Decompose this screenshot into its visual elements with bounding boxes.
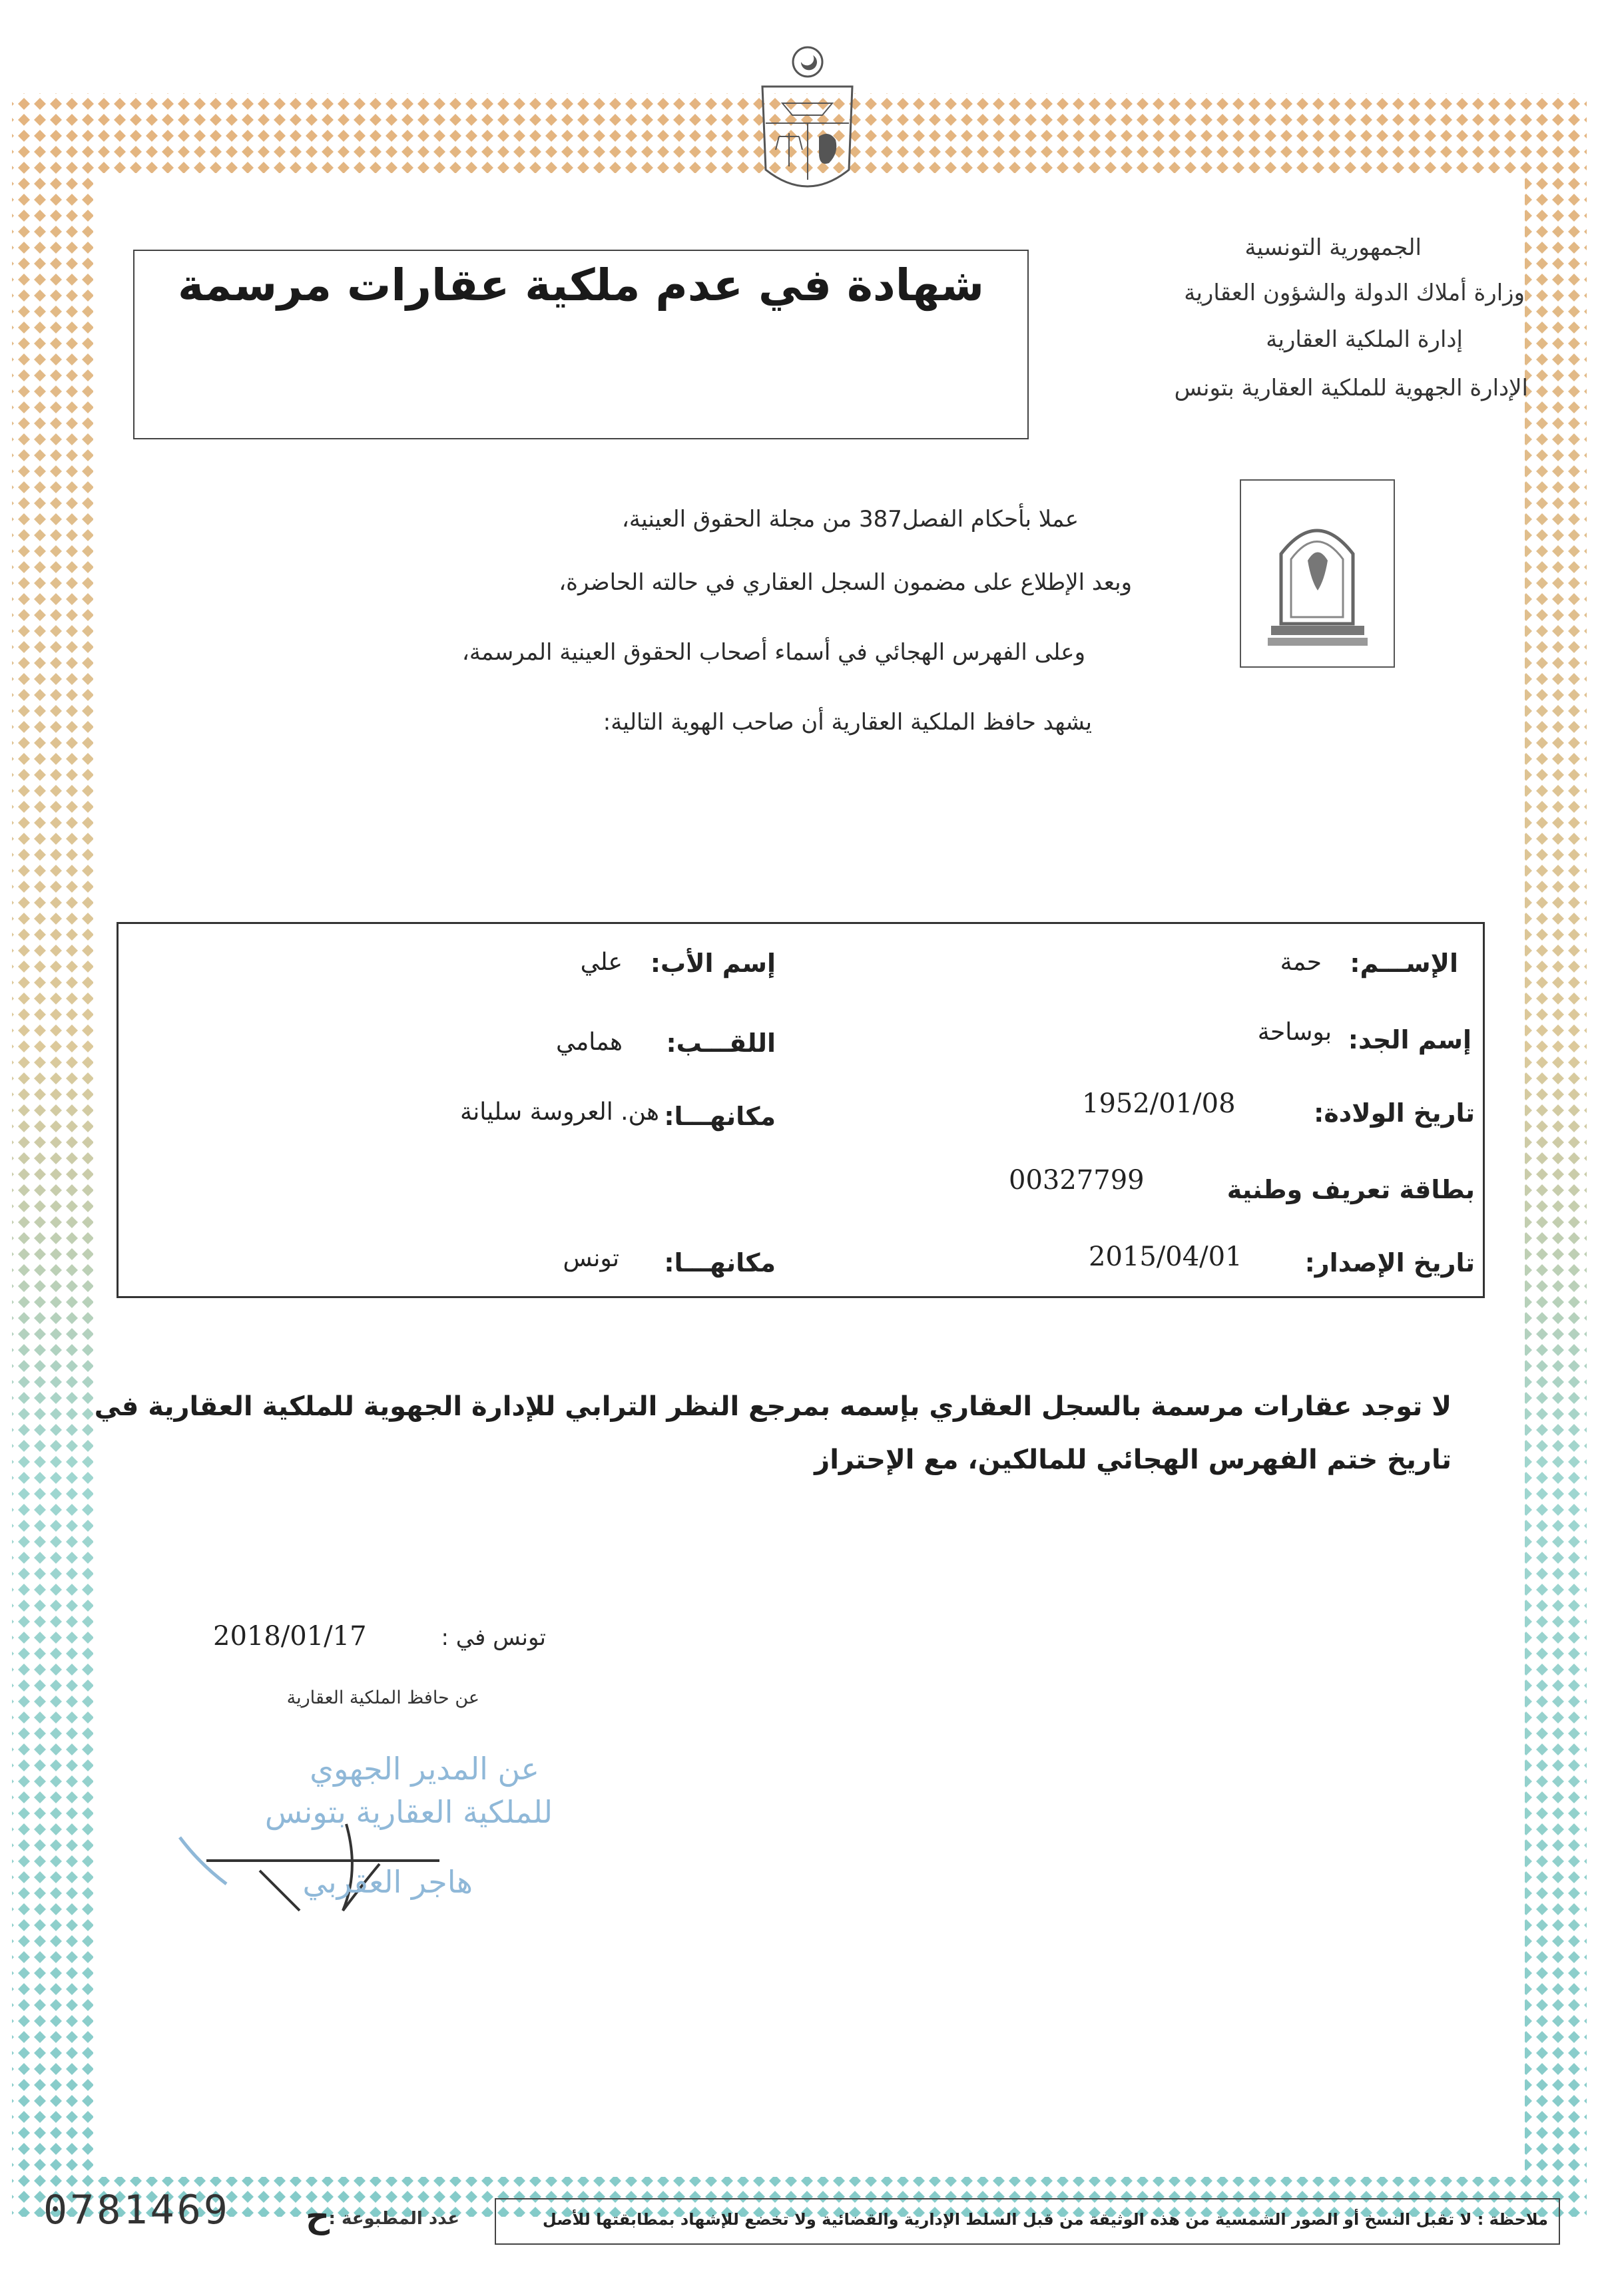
signature-stamp-line-2: للملكية العقارية بتونس	[264, 1794, 553, 1830]
header-regional-office: الإدارة الجهوية للملكية العقارية بتونس	[1174, 375, 1528, 401]
issue-place-value: تونس	[563, 1245, 619, 1272]
birthplace-value: هن. العروسة سليانة	[459, 1098, 659, 1126]
serial-number: 0781469	[43, 2187, 230, 2233]
issue-place-label: مكانهـــا:	[664, 1248, 776, 1277]
printed-count-letter: ح	[305, 2197, 330, 2235]
grandfather-name-label: إسم الجد:	[1348, 1025, 1471, 1054]
father-name-label: إسم الأب:	[650, 949, 776, 978]
property-logo-box	[1240, 479, 1395, 668]
statement-line-1: لا توجد عقارات مرسمة بالسجل العقاري بإسمه بمرجع النظر الترابي للإدارة الجهوية للملكية العقارية في	[94, 1391, 1452, 1422]
header-directorate: إدارة الملكية العقارية	[1266, 326, 1463, 353]
intro-register-review: وبعد الإطلاع على مضمون السجل العقاري في حالته الحاضرة،	[559, 569, 1132, 596]
coat-of-arms-emblem	[749, 37, 866, 206]
surname-label: اللقـــب:	[666, 1029, 776, 1058]
grandfather-name-value: بوساحة	[1257, 1019, 1332, 1046]
name-value: حمة	[1280, 949, 1322, 976]
birthplace-label: مكانهـــا:	[664, 1102, 776, 1131]
footer-note: ملاحظة : لا تقبل النسخ أو الصور الشمسية من هذه الوثيقة من قبل السلط الإدارية والقضائية ولا تخضع للإشهاد بمطابقتها للأصل	[542, 2210, 1548, 2229]
identity-box	[117, 922, 1485, 1298]
surname-value: همامي	[555, 1029, 623, 1056]
birthdate-value: 1952/01/08	[1082, 1088, 1236, 1119]
issue-date-value: 2015/04/01	[1089, 1242, 1242, 1272]
printed-count-label: عدد المطبوعة :	[328, 2209, 459, 2229]
date-value: 2018/01/17	[213, 1621, 367, 1652]
document-title: شهادة في عدم ملكية عقارات مرسمة	[177, 260, 985, 311]
intro-alphabetical-index: وعلى الفهرس الهجائي في أسماء أصحاب الحقوق العينية المرسمة،	[461, 639, 1085, 666]
name-label: الإســـم:	[1350, 949, 1458, 978]
intro-article-reference: عملا بأحكام الفصل387 من مجلة الحقوق العينية،	[621, 506, 1079, 533]
signature-stamp-line-1: عن المدير الجهوي	[310, 1751, 539, 1787]
id-card-label: بطاقة تعريف وطنية	[1226, 1175, 1475, 1204]
header-ministry: وزارة أملاك الدولة والشؤون العقارية	[1184, 280, 1525, 306]
statement-line-2: تاريخ ختم الفهرس الهجائي للمالكين، مع الإحتراز	[814, 1445, 1452, 1475]
header-country: الجمهورية التونسية	[1244, 234, 1422, 261]
father-name-value: علي	[580, 949, 623, 976]
signature-stamp-name: هاجر العقربي	[302, 1864, 473, 1900]
property-logo-icon	[1241, 481, 1394, 666]
issue-date-label: تاريخ الإصدار:	[1304, 1248, 1475, 1277]
date-label: تونس في :	[441, 1624, 546, 1651]
signatory-label: عن حافظ الملكية العقارية	[286, 1688, 479, 1708]
intro-certification: يشهد حافظ الملكية العقارية أن صاحب الهوية التالية:	[603, 709, 1092, 736]
birthdate-label: تاريخ الولادة:	[1314, 1098, 1475, 1128]
id-card-value: 00327799	[1009, 1165, 1145, 1196]
